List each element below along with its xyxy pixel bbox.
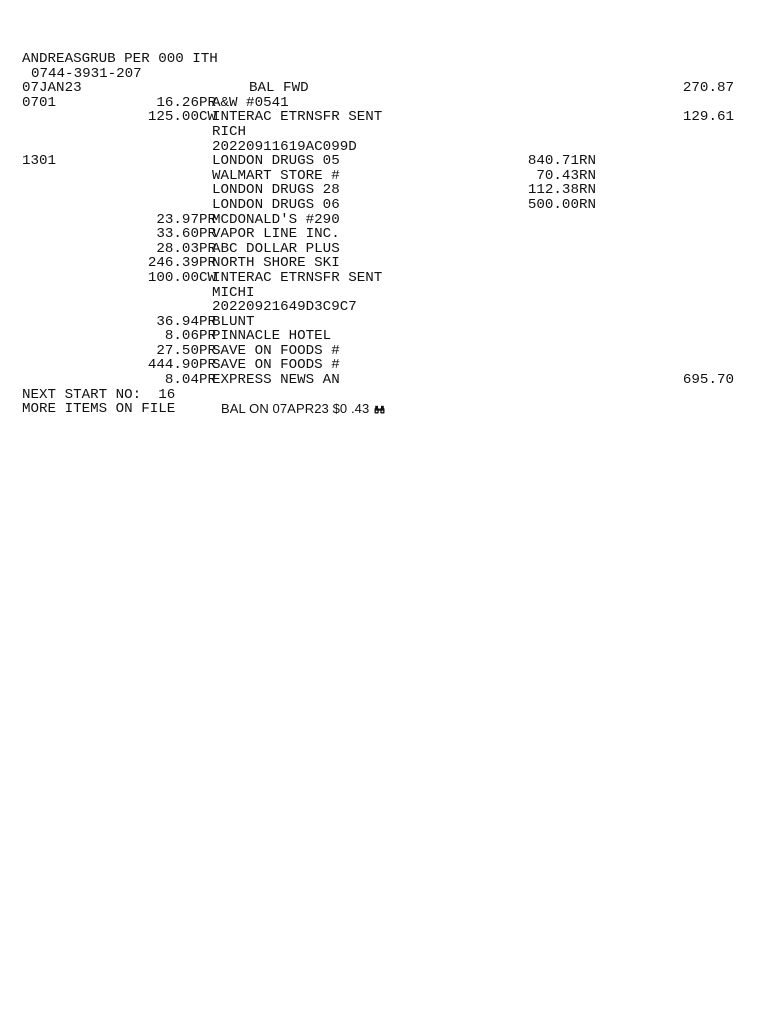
more-items: MORE ITEMS ON FILE bbox=[22, 401, 176, 418]
transaction-row bbox=[22, 315, 734, 330]
transaction-amount: 8.06PR bbox=[164, 328, 216, 345]
transaction-row bbox=[22, 242, 734, 257]
balance-forward-label: BAL FWD bbox=[249, 80, 309, 97]
transaction-description: INTERAC ETRNSFR SENT bbox=[212, 109, 383, 126]
transaction-row bbox=[22, 169, 734, 184]
transaction-description: SAVE ON FOODS # bbox=[212, 342, 340, 359]
transaction-amount: 16.26PR bbox=[156, 94, 216, 111]
transaction-description: RICH bbox=[212, 123, 247, 140]
header-holder-line bbox=[22, 52, 734, 67]
transaction-row bbox=[22, 227, 734, 242]
transaction-row bbox=[22, 125, 734, 140]
transaction-description: MICHI bbox=[212, 284, 255, 301]
account-number: 0744-3931-207 bbox=[31, 65, 142, 82]
statement-printout bbox=[22, 52, 734, 417]
transaction-row bbox=[22, 198, 734, 213]
transaction-description: SAVE ON FOODS # bbox=[212, 357, 340, 374]
transaction-return-amount: 840.71RN bbox=[527, 153, 596, 170]
transaction-balance: 695.70 bbox=[682, 372, 734, 389]
transaction-row bbox=[22, 154, 734, 169]
transaction-row bbox=[22, 140, 734, 155]
transaction-description: MCDONALD'S #290 bbox=[212, 211, 340, 228]
transaction-description: EXPRESS NEWS AN bbox=[212, 372, 340, 389]
balance-on-date bbox=[221, 402, 385, 417]
transaction-description: WALMART STORE # bbox=[212, 167, 340, 184]
transaction-amount: 125.00CW bbox=[147, 109, 216, 126]
transaction-row bbox=[22, 271, 734, 286]
transaction-description: VAPOR LINE INC. bbox=[212, 226, 340, 243]
transaction-row bbox=[22, 329, 734, 344]
transaction-row bbox=[22, 213, 734, 228]
balance-forward-amount: 270.87 bbox=[682, 80, 734, 97]
transaction-row bbox=[22, 344, 734, 359]
transaction-row bbox=[22, 286, 734, 301]
balance-on-date-text: BAL ON 07APR23 $0 .43 bbox=[221, 401, 370, 417]
transaction-amount: 246.39PR bbox=[147, 255, 216, 272]
transaction-description: PINNACLE HOTEL bbox=[212, 328, 332, 345]
balance-forward-line bbox=[22, 81, 734, 96]
statement-date: 07JAN23 bbox=[22, 80, 82, 97]
next-start-line bbox=[22, 388, 734, 403]
transaction-description: LONDON DRUGS 05 bbox=[212, 153, 340, 170]
transaction-row bbox=[22, 96, 734, 111]
transaction-code: 0701 bbox=[22, 94, 57, 111]
more-items-line bbox=[22, 402, 734, 417]
transaction-amount: 444.90PR bbox=[147, 357, 216, 374]
transaction-balance: 129.61 bbox=[682, 109, 734, 126]
transaction-amount: 23.97PR bbox=[156, 211, 216, 228]
transaction-amount: 8.04PR bbox=[164, 372, 216, 389]
transaction-description: ABC DOLLAR PLUS bbox=[212, 240, 340, 257]
transaction-description: INTERAC ETRNSFR SENT bbox=[212, 269, 383, 286]
transaction-amount: 28.03PR bbox=[156, 240, 216, 257]
header-account-line bbox=[22, 67, 734, 82]
transaction-row bbox=[22, 256, 734, 271]
binoculars-icon bbox=[374, 405, 385, 414]
transaction-row bbox=[22, 110, 734, 125]
transaction-return-amount: 112.38RN bbox=[527, 182, 596, 199]
transaction-amount: 27.50PR bbox=[156, 342, 216, 359]
transaction-row bbox=[22, 358, 734, 373]
transaction-row bbox=[22, 373, 734, 388]
transaction-description: 20220921649D3C9C7 bbox=[212, 299, 357, 316]
transaction-list bbox=[22, 96, 734, 388]
transaction-amount: 36.94PR bbox=[156, 313, 216, 330]
transaction-description: LONDON DRUGS 28 bbox=[212, 182, 340, 199]
transaction-row bbox=[22, 183, 734, 198]
account-holder: ANDREASGRUB PER 000 ITH bbox=[22, 51, 218, 67]
next-start: NEXT START NO: 16 bbox=[22, 386, 176, 403]
transaction-description: 20220911619AC099D bbox=[212, 138, 357, 155]
transaction-return-amount: 70.43RN bbox=[536, 167, 596, 184]
transaction-row bbox=[22, 300, 734, 315]
transaction-description: LONDON DRUGS 06 bbox=[212, 196, 340, 213]
transaction-description: NORTH SHORE SKI bbox=[212, 255, 340, 272]
transaction-description: BLUNT bbox=[212, 313, 255, 330]
transaction-amount: 100.00CW bbox=[147, 269, 216, 286]
transaction-code: 1301 bbox=[22, 153, 57, 170]
transaction-amount: 33.60PR bbox=[156, 226, 216, 243]
transaction-return-amount: 500.00RN bbox=[527, 196, 596, 213]
transaction-description: A&W #0541 bbox=[212, 94, 289, 111]
